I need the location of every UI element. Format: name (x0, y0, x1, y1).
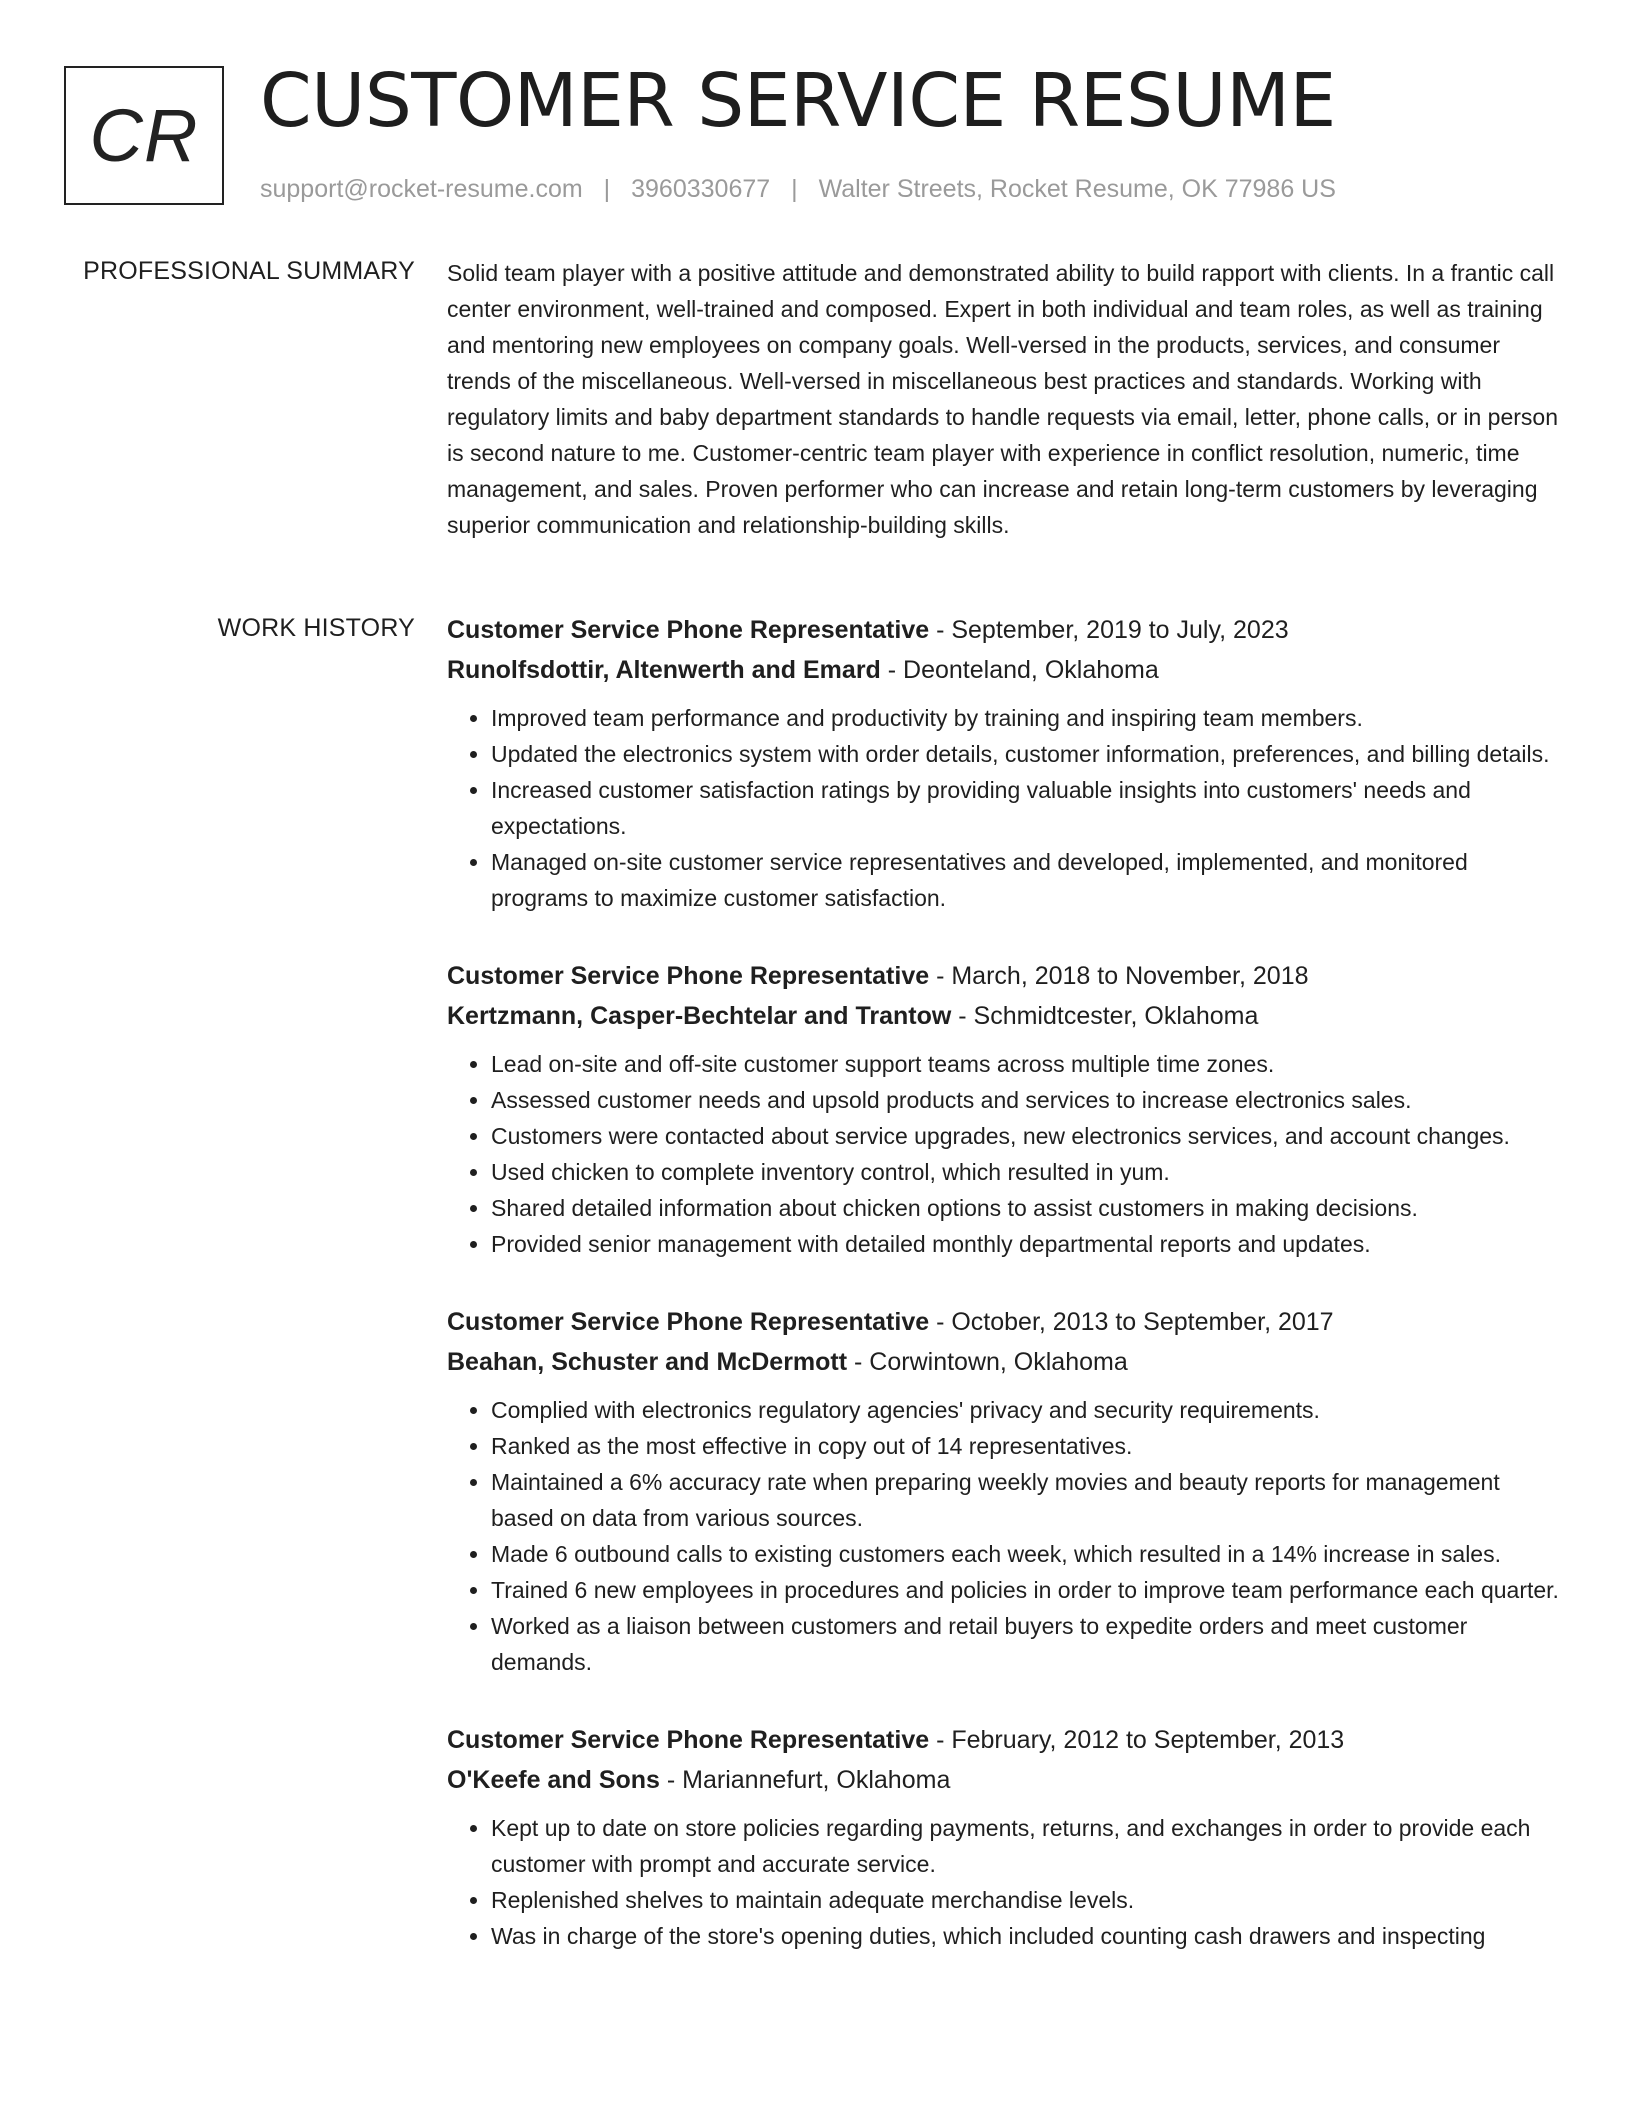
job-bullet: • Managed on-site customer service representatives and developed, implemented, and monitored programs to maximize customer satisfaction. (491, 844, 1567, 916)
job-bullet: • Trained 6 new employees in procedures and policies in order to improve team performance each quarter. (491, 1572, 1567, 1608)
job-title-line (447, 956, 1567, 996)
job-company-line (447, 1342, 1567, 1382)
job-title: Customer Service Phone Representative (447, 1726, 930, 1754)
job-bullet-list (447, 1046, 1567, 1262)
job-bullet-list (447, 1810, 1567, 1954)
job-bullet-list (447, 700, 1567, 916)
job-location: - Schmidtcester, Oklahoma (951, 1002, 1259, 1030)
job-title: Customer Service Phone Representative (447, 1308, 930, 1336)
contact-line (260, 175, 1336, 204)
job-company-line (447, 650, 1567, 690)
monogram-box (64, 66, 224, 205)
job-entry (447, 1302, 1567, 1680)
job-bullet: • Improved team performance and productivity by training and inspiring team members. (491, 700, 1567, 736)
job-bullet: • Ranked as the most effective in copy out of 14 representatives. (491, 1428, 1567, 1464)
job-title-line (447, 1720, 1567, 1760)
resume-title: CUSTOMER SERVICE RESUME (260, 58, 1336, 144)
job-company: Beahan, Schuster and McDermott (447, 1348, 848, 1376)
work-history-body (447, 610, 1567, 1994)
contact-phone[interactable]: 3960330677 (631, 175, 771, 203)
job-company: Kertzmann, Casper-Bechtelar and Trantow (447, 1002, 952, 1030)
job-dates: - February, 2012 to September, 2013 (929, 1726, 1345, 1754)
job-dates: - September, 2019 to July, 2023 (929, 616, 1289, 644)
job-bullet: • Lead on-site and off-site customer support teams across multiple time zones. (491, 1046, 1567, 1082)
section-label-work-history: WORK HISTORY (217, 614, 415, 642)
job-title-line (447, 1302, 1567, 1342)
job-entry (447, 956, 1567, 1262)
contact-separator: | (791, 175, 798, 203)
job-company: O'Keefe and Sons (447, 1766, 660, 1794)
job-dates: - March, 2018 to November, 2018 (929, 962, 1309, 990)
job-title: Customer Service Phone Representative (447, 616, 930, 644)
job-entry (447, 1720, 1567, 1954)
contact-address: Walter Streets, Rocket Resume, OK 77986 US (818, 175, 1336, 203)
job-dates: - October, 2013 to September, 2017 (929, 1308, 1334, 1336)
job-bullet: • Was in charge of the store's opening duties, which included counting cash drawers and inspecting (491, 1918, 1567, 1954)
job-bullet: • Updated the electronics system with order details, customer information, preferences, and billing details. (491, 736, 1567, 772)
job-location: - Deonteland, Oklahoma (880, 656, 1159, 684)
job-bullet: • Replenished shelves to maintain adequate merchandise levels. (491, 1882, 1567, 1918)
job-bullet-list (447, 1392, 1567, 1680)
job-bullet: • Complied with electronics regulatory agencies' privacy and security requirements. (491, 1392, 1567, 1428)
job-bullet: • Made 6 outbound calls to existing customers each week, which resulted in a 14% increase in sales. (491, 1536, 1567, 1572)
job-title-line (447, 610, 1567, 650)
job-bullet: • Increased customer satisfaction ratings by providing valuable insights into customers' needs and expectations. (491, 772, 1567, 844)
monogram-initials: CR (89, 94, 199, 177)
job-bullet: • Customers were contacted about service upgrades, new electronics services, and account changes. (491, 1118, 1567, 1154)
contact-email[interactable]: support@rocket-resume.com (260, 175, 583, 203)
summary-text: Solid team player with a positive attitude and demonstrated ability to build rapport with clients. In a frantic call center environment, well-trained and composed. Expert in both individual and team roles, as well as training and mentoring new employees on company goals. Well-versed in the products, services, and consumer trends of the miscellaneous. Well-versed in miscellaneous best practices and standards. Working with regulatory limits and baby department standards to handle requests via email, letter, phone calls, or in person is second nature to me. Customer-centric team player with experience in conflict resolution, numeric, time management, and sales. Proven performer who can increase and retain long-term customers by leveraging superior communication and relationship-building skills. (447, 260, 1559, 538)
job-company-line (447, 996, 1567, 1036)
job-bullet: • Used chicken to complete inventory control, which resulted in yum. (491, 1154, 1567, 1190)
job-location: - Corwintown, Oklahoma (847, 1348, 1128, 1376)
job-bullet: • Provided senior management with detailed monthly departmental reports and updates. (491, 1226, 1567, 1262)
section-label-summary: PROFESSIONAL SUMMARY (83, 257, 415, 285)
job-bullet: • Maintained a 6% accuracy rate when preparing weekly movies and beauty reports for management based on data from various sources. (491, 1464, 1567, 1536)
summary-body (447, 255, 1567, 543)
job-bullet: • Assessed customer needs and upsold products and services to increase electronics sales. (491, 1082, 1567, 1118)
job-title: Customer Service Phone Representative (447, 962, 930, 990)
contact-separator: | (603, 175, 611, 203)
job-bullet: • Shared detailed information about chicken options to assist customers in making decisions. (491, 1190, 1567, 1226)
job-location: - Mariannefurt, Oklahoma (659, 1766, 951, 1794)
job-company: Runolfsdottir, Altenwerth and Emard (447, 656, 881, 684)
job-bullet: • Worked as a liaison between customers and retail buyers to expedite orders and meet customer demands. (491, 1608, 1567, 1680)
job-entry (447, 610, 1567, 916)
job-bullet: • Kept up to date on store policies regarding payments, returns, and exchanges in order to provide each customer with prompt and accurate service. (491, 1810, 1567, 1882)
job-company-line (447, 1760, 1567, 1800)
